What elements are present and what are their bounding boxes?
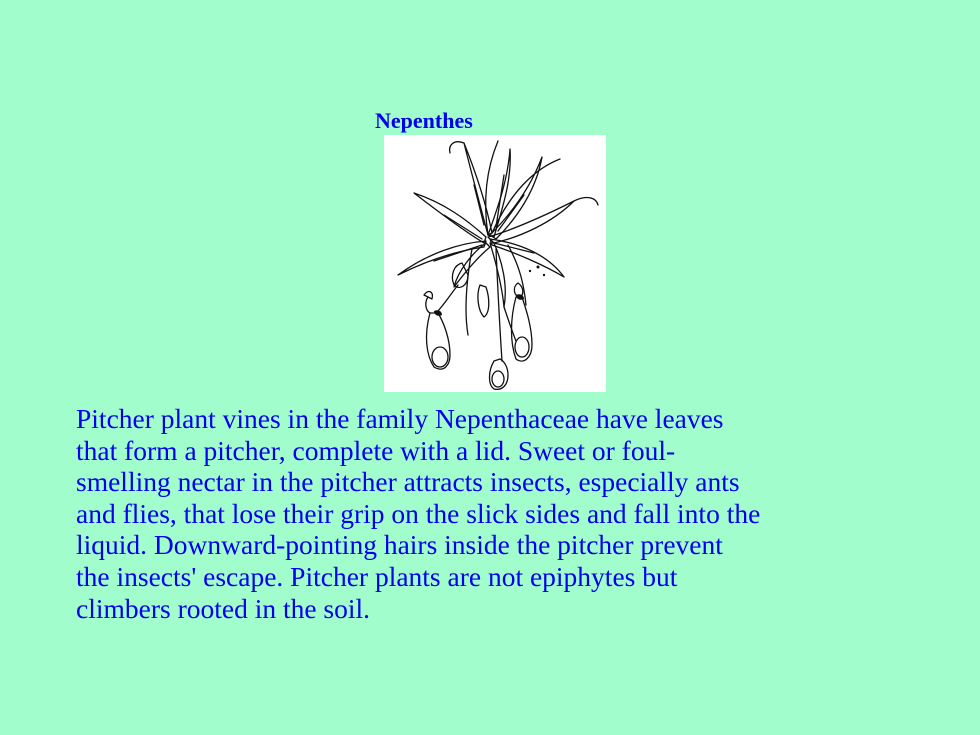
body-line: and flies, that lose their grip on the slick sides and fall into the: [76, 497, 761, 529]
body-line: the insects' escape. Pitcher plants are not epiphytes but: [76, 560, 678, 592]
body-line: climbers rooted in the soil.: [76, 592, 371, 624]
nepenthes-illustration: [384, 135, 606, 392]
body-line: smelling nectar in the pitcher attracts insects, especially ants: [76, 466, 740, 498]
body-line: liquid. Downward-pointing hairs inside the pitcher prevent: [76, 529, 723, 561]
slide-title: Nepenthes: [375, 108, 473, 133]
body-line: Pitcher plant vines in the family Nepenthaceae have leaves: [76, 403, 724, 434]
body-paragraph: [76, 403, 896, 624]
body-line: that form a pitcher, complete with a lid. Sweet or foul-: [76, 434, 676, 466]
